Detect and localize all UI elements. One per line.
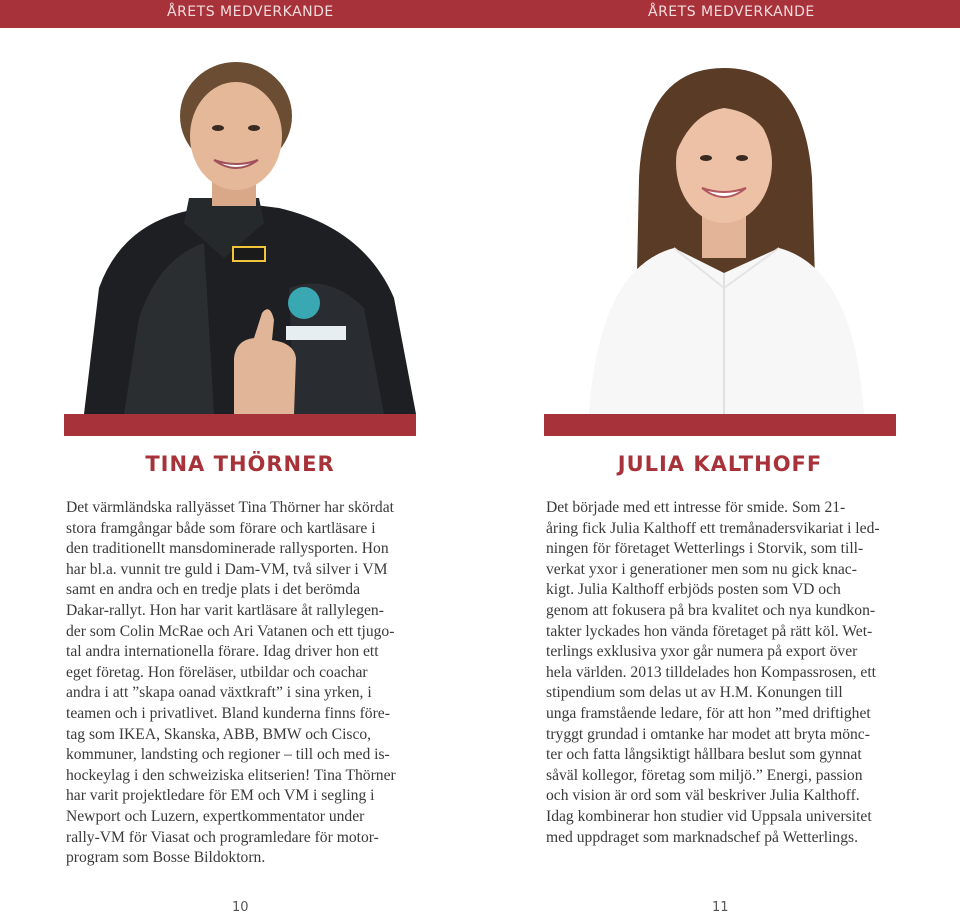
photo-accent-bar-left	[64, 414, 416, 436]
text-line: åring fick Julia Kalthoff ett tremånadersvikariat i led-	[546, 519, 880, 537]
text-line: Det började med ett intresse för smide. Som 21-	[546, 499, 846, 516]
text-line: takter lyckades hon vända företaget på rätt köl. Wet-	[546, 622, 873, 640]
running-head-left: ÅRETS MEDVERKANDE	[167, 4, 334, 20]
text-line: rally-VM för Viasat och programledare för motor-	[66, 828, 379, 846]
text-line: samt en andra och en tredje plats i det berömda	[66, 581, 361, 599]
text-line: Det värmländska rallyässet Tina Thörner har skördat	[66, 499, 394, 516]
person-name-right: JULIA KALTHOFF	[617, 452, 823, 476]
text-line: eget företag. Hon föreläser, utbildar och coachar	[66, 663, 368, 681]
text-line: såväl kollegor, företag som miljö.” Energi, passion	[546, 766, 863, 784]
text-line: med uppdraget som marknadschef på Wetterlings.	[546, 828, 858, 846]
text-line: stipendium som delas ut av H.M. Konungen till	[546, 684, 843, 702]
page-number-left: 10	[232, 900, 249, 915]
text-line: unga framstående ledare, för att hon ”med driftighet	[546, 704, 871, 722]
text-line: kommuner, landsting och regioner – till och med is-	[66, 746, 390, 764]
text-line: ningen för företaget Wetterlings i Storvik, som till-	[546, 540, 864, 558]
text-line: hockeylag i den schweiziska elitserien! Tina Thörner	[66, 766, 396, 784]
text-line: hela världen. 2013 tilldelades hon Kompassrosen, ett	[546, 663, 876, 681]
text-line: stora framgångar både som förare och kartläsare i	[66, 519, 376, 537]
text-line: der som Colin McRae och Ari Vatanen och ett tjugo-	[66, 622, 395, 640]
person-name-left: TINA THÖRNER	[145, 452, 335, 476]
text-line: den traditionellt mansdominerade rallysporten. Hon	[66, 540, 389, 558]
text-line: terlings exklusiva yxor går numera på export över	[546, 643, 858, 661]
text-line: program som Bosse Bildoktorn.	[66, 849, 266, 867]
text-line: andra i att ”skapa oanad växtkraft” i sina yrken, i	[66, 684, 372, 702]
text-line: har varit projektledare för EM och VM i segling i	[66, 787, 375, 805]
biography-text-right	[546, 498, 906, 848]
text-line: kigt. Julia Kalthoff erbjöds posten som VD och	[546, 581, 841, 599]
text-line: verkat yxor i generationer men som nu gick knac-	[546, 560, 857, 578]
portrait-photo-left	[64, 58, 416, 414]
photo-accent-bar-right	[544, 414, 896, 436]
text-line: genom att fokusera på bra kvalitet och nya kundkon-	[546, 601, 876, 619]
text-line: ter och fatta långsiktigt hållbara beslut som gynnat	[546, 746, 862, 764]
text-line: teamen och i privatlivet. Bland kunderna finns före-	[66, 704, 390, 722]
text-line: Idag kombinerar hon studier vid Uppsala universitet	[546, 807, 872, 825]
header-bar	[0, 0, 960, 28]
page-number-right: 11	[712, 900, 729, 915]
text-line: tryggt grundad i omtanke har modet att bryta mönс-	[546, 725, 870, 743]
text-line: Newport och Luzern, expertkommentator under	[66, 807, 365, 825]
text-line: tag som IKEA, Skanska, ABB, BMW och Cisco,	[66, 725, 372, 743]
text-line: tal andra internationella förare. Idag driver hon ett	[66, 643, 379, 661]
text-line: och vision är ord som väl beskriver Julia Kalthoff.	[546, 787, 860, 805]
biography-text-left	[66, 498, 426, 869]
portrait-photo-right	[544, 58, 896, 414]
running-head-right: ÅRETS MEDVERKANDE	[648, 4, 815, 20]
text-line: har bl.a. vunnit tre guld i Dam-VM, två silver i VM	[66, 560, 388, 578]
text-line: Dakar-rallyt. Hon har varit kartläsare åt rallylegen-	[66, 601, 384, 619]
